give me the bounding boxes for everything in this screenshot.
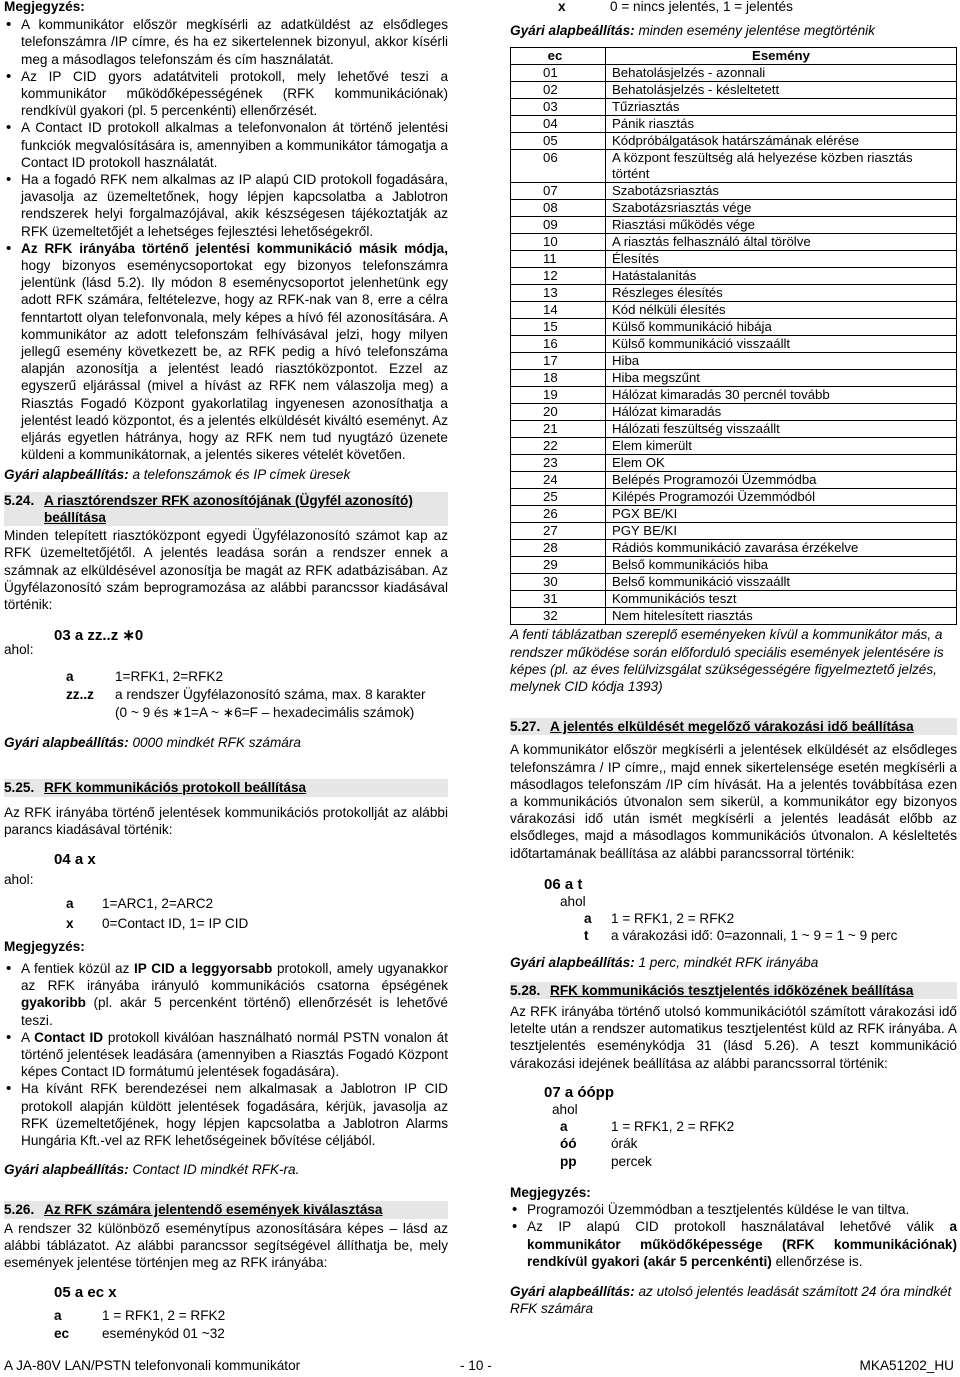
default-text: az utolsó jelentés leadását számított 24 óra mindkét RFK számára bbox=[510, 1283, 952, 1317]
note-item bbox=[4, 171, 448, 240]
event-name: Külső kommunikáció visszaállt bbox=[606, 336, 957, 353]
table-row bbox=[511, 404, 957, 421]
event-name: Tűzriasztás bbox=[606, 99, 957, 116]
event-code: 21 bbox=[511, 421, 606, 438]
table-row bbox=[511, 183, 957, 200]
column-header-ec: ec bbox=[511, 48, 606, 65]
note-text: A fentiek közül az bbox=[21, 960, 135, 976]
event-code: 29 bbox=[511, 557, 606, 574]
section-title: A jelentés elküldését megelőző várakozási idő beállítása bbox=[550, 719, 914, 735]
event-name: Szabotázsriasztás vége bbox=[606, 200, 957, 217]
ahol-label: ahol: bbox=[4, 642, 34, 658]
default-text: a telefonszámok és IP címek üresek bbox=[128, 467, 351, 483]
param-key: x bbox=[558, 0, 566, 14]
section-title: Az RFK számára jelentendő események kiválasztása bbox=[44, 1202, 383, 1218]
event-name: Riasztási működés vége bbox=[606, 217, 957, 234]
event-code: 05 bbox=[511, 133, 606, 150]
default-setting bbox=[4, 1161, 448, 1178]
section-body: Az RFK irányába történő utolsó kommunikációtól számított várakozási idő letelte után a rendszer automatikus tesztjelentést küld az RFK irányába. A tesztjelentés eseménykódja 31 (lásd 5.26). A teszt kommunikáció várakozási idejének beállítása az alábbi parancssorral történik: bbox=[510, 1004, 957, 1071]
event-code: 17 bbox=[511, 353, 606, 370]
parameter-row bbox=[4, 915, 448, 932]
param-key: a bbox=[560, 1119, 568, 1135]
left-column bbox=[4, 0, 448, 1342]
parameter-row bbox=[4, 668, 448, 685]
table-row bbox=[511, 99, 957, 116]
event-code: 19 bbox=[511, 387, 606, 404]
event-code: 12 bbox=[511, 268, 606, 285]
table-row bbox=[511, 370, 957, 387]
table-row bbox=[511, 523, 957, 540]
event-name: A riasztás felhasználó által törölve bbox=[606, 234, 957, 251]
section-number: 5.26. bbox=[4, 1202, 35, 1218]
event-name: Kilépés Programozói Üzemmódból bbox=[606, 489, 957, 506]
default-label: Gyári alapbeállítás: bbox=[510, 1283, 635, 1299]
parameter-row bbox=[4, 1307, 448, 1324]
event-name: Hálózat kimaradás 30 percnél tovább bbox=[606, 387, 957, 404]
param-key: a bbox=[66, 668, 74, 684]
note-item bbox=[510, 1201, 957, 1218]
table-row bbox=[511, 421, 957, 438]
note-heading: Megjegyzés: bbox=[510, 1184, 591, 1200]
note-item bbox=[4, 240, 448, 464]
param-key: óó bbox=[560, 1136, 577, 1152]
param-key: a bbox=[66, 896, 74, 912]
table-row bbox=[511, 336, 957, 353]
section-body: A kommunikátor először megkísérli a jelentések elküldését az elsődleges telefonszámra / IP címre,, majd ennek sikertelensége esetén megkísérli a másodlagos telefonszám /IP cím hívását. Ha a jelentés továbbítása ezen a kommunikációs útvonalon sem sikerül, a kommunikátor egy bizonyos várakozási idő után ismét megkísérli a jelentés leadását előbb az elsődleges, majd a másodlagos kommunikációs útvonalon. A késleltetés időtartamának beállítása az alábbi parancssorral történik: bbox=[510, 742, 957, 861]
parameter-row bbox=[510, 1118, 957, 1135]
table-row bbox=[511, 268, 957, 285]
default-label: Gyári alapbeállítás: bbox=[510, 23, 635, 39]
section-number: 5.27. bbox=[510, 719, 541, 735]
note-text: Contact ID bbox=[34, 1029, 104, 1045]
section-number: 5.25. bbox=[4, 780, 35, 796]
table-row bbox=[511, 285, 957, 302]
event-name: Belépés Programozói Üzemmódba bbox=[606, 472, 957, 489]
notes-list bbox=[4, 16, 448, 463]
note-item bbox=[4, 119, 448, 171]
parameter-row bbox=[510, 1153, 957, 1170]
param-value: percek bbox=[611, 1153, 652, 1169]
default-label: Gyári alapbeállítás: bbox=[4, 467, 129, 483]
table-row bbox=[511, 540, 957, 557]
param-value: a várakozási idő: 0=azonnali, 1 ~ 9 = 1 ~ 9 perc bbox=[611, 928, 898, 944]
event-name: Hatástalanítás bbox=[606, 268, 957, 285]
parameter-row bbox=[4, 895, 448, 912]
param-key: a bbox=[584, 911, 592, 927]
note-item bbox=[4, 16, 448, 68]
note-text: A bbox=[21, 1029, 35, 1045]
event-name: Szabotázsriasztás bbox=[606, 183, 957, 200]
table-row bbox=[511, 387, 957, 404]
ahol-label: ahol bbox=[552, 1102, 578, 1118]
event-code: 03 bbox=[511, 99, 606, 116]
note-item bbox=[4, 1029, 448, 1081]
note-text: Az IP alapú CID protokoll használatával lehetővé válik bbox=[527, 1219, 950, 1235]
note-item bbox=[510, 1218, 957, 1270]
event-name: Részleges élesítés bbox=[606, 285, 957, 302]
table-row bbox=[511, 319, 957, 336]
event-code: 11 bbox=[511, 251, 606, 268]
event-name: Hálózati feszültség visszaállt bbox=[606, 421, 957, 438]
event-code: 15 bbox=[511, 319, 606, 336]
default-setting bbox=[510, 954, 957, 971]
parameter-row bbox=[510, 0, 957, 15]
event-name: Belső kommunikációs hiba bbox=[606, 557, 957, 574]
event-name: PGY BE/KI bbox=[606, 523, 957, 540]
event-code: 06 bbox=[511, 150, 606, 183]
default-setting bbox=[4, 734, 448, 751]
table-note: A fenti táblázatban szereplő eseményeken kívül a kommunikátor más, a rendszer működése során előforduló speciális események jelentésére is képes (pl. az éves felülvizsgálat szükségességére figyelmeztető jelzés, melynek CID kódja 1393) bbox=[510, 627, 944, 695]
table-row bbox=[511, 353, 957, 370]
table-row bbox=[511, 472, 957, 489]
table-row bbox=[511, 82, 957, 99]
table-row bbox=[511, 438, 957, 455]
parameter-list bbox=[510, 1118, 957, 1170]
param-value: 1=RFK1, 2=RFK2 bbox=[115, 668, 224, 684]
event-code: 10 bbox=[511, 234, 606, 251]
table-row bbox=[511, 116, 957, 133]
param-value: 0=Contact ID, 1= IP CID bbox=[102, 915, 249, 931]
ahol-row bbox=[510, 1101, 957, 1118]
command-code: 07 a óópp bbox=[544, 1083, 615, 1101]
parameter-list bbox=[4, 895, 448, 931]
event-code: 07 bbox=[511, 183, 606, 200]
section-heading-5-27 bbox=[510, 718, 957, 735]
param-value: 1 = RFK1, 2 = RFK2 bbox=[102, 1308, 226, 1324]
event-name: Behatolásjelzés - azonnali bbox=[606, 65, 957, 82]
section-heading-5-25 bbox=[4, 779, 448, 796]
event-name: Hiba bbox=[606, 353, 957, 370]
table-row bbox=[511, 506, 957, 523]
parameter-row bbox=[510, 1135, 957, 1152]
param-key: pp bbox=[560, 1153, 577, 1169]
command-code: 03 a zz..z ∗0 bbox=[54, 627, 144, 645]
event-code: 13 bbox=[511, 285, 606, 302]
event-name: Hiba megszűnt bbox=[606, 370, 957, 387]
command-row bbox=[4, 851, 448, 868]
ahol-label: ahol: bbox=[4, 872, 34, 888]
event-code: 04 bbox=[511, 116, 606, 133]
table-row bbox=[511, 65, 957, 82]
table-row bbox=[511, 557, 957, 574]
event-name: Élesítés bbox=[606, 251, 957, 268]
parameter-list bbox=[4, 1307, 448, 1341]
event-code: 30 bbox=[511, 574, 606, 591]
note-text: Ha a fogadó RFK nem alkalmas az IP alapú CID protokoll fogadására, javasolja az üzemeltetőnek, hogy lépjen kapcsolatba a Jablotron rendszerek helyi forgalmazójával, akik készségesen tájékoztatják az RFK üzemeltetőjét a lehetséges fejlesztési lehetőségekről. bbox=[21, 172, 448, 239]
event-code: 08 bbox=[511, 200, 606, 217]
event-name: Kód nélküli élesítés bbox=[606, 302, 957, 319]
section-number: 5.28. bbox=[510, 982, 541, 998]
event-code: 27 bbox=[511, 523, 606, 540]
event-code: 32 bbox=[511, 608, 606, 625]
event-code: 31 bbox=[511, 591, 606, 608]
event-code: 28 bbox=[511, 540, 606, 557]
param-key: x bbox=[66, 915, 74, 931]
table-row bbox=[511, 608, 957, 625]
param-key: a bbox=[54, 1308, 62, 1324]
table-row bbox=[511, 302, 957, 319]
default-text: Contact ID mindkét RFK-ra. bbox=[128, 1162, 300, 1178]
note-text: Ha kívánt RFK berendezései nem alkalmasak a Jablotron IP CID protokoll alapján küldött jelentések fogadására, kérjük, javasolja az RFK üzemeltetőjének, hogy lépjen kapcsolatba a Jablotron Alarms Hungária Kft.-vel az RFK lehetőségeinek bővítése céljából. bbox=[21, 1081, 448, 1148]
default-label: Gyári alapbeállítás: bbox=[510, 954, 635, 970]
default-text: 1 perc, mindkét RFK irányába bbox=[634, 954, 819, 970]
note-text: A kommunikátor először megkísérli az adatküldést az elsődleges telefonszámra /IP címre, és ha ez sikertelennek bizonyul, akkor kísérli meg a másodlagos telefonszám és cím használatát. bbox=[21, 17, 448, 67]
note-text: Az IP CID gyors adatátviteli protokoll, mely lehetővé teszi a kommunikátor működőképességének (RFK kommunikációnak) rendkívül gyakori (pl. 5 percenkénti) ellenőrzését. bbox=[21, 68, 448, 119]
event-code: 25 bbox=[511, 489, 606, 506]
section-title: RFK kommunikációs protokoll beállítása bbox=[44, 780, 307, 796]
note-text: protokoll kiválóan használható normál PSTN vonalon át történő jelentések leadására (amennyiben a Riasztás Fogadó Központ képes Contact ID formátumú jelentések fogadására). bbox=[21, 1029, 449, 1080]
notes-list bbox=[510, 1201, 957, 1270]
note-text: A Contact ID protokoll alkalmas a telefonvonalon át történő jelentési funkciók megvalósítására is, amennyiben a kommunikátor támogatja a Contact ID protokoll használatát. bbox=[21, 120, 448, 170]
section-body: Minden telepített riasztóközpont egyedi Ügyfélazonosító számot kap az RFK üzemeltetőjétől. A jelentés leadása során a rendszer ennek a számnak az elküldésével azonosítja be magát az RFK adatbázisában. Az Ügyfélazonosító szám beprogramozása az alábbi parancssor kiadásával történik: bbox=[4, 528, 448, 612]
event-code: 22 bbox=[511, 438, 606, 455]
event-name: Elem OK bbox=[606, 455, 957, 472]
note-heading: Megjegyzés: bbox=[4, 938, 85, 954]
table-row bbox=[511, 234, 957, 251]
event-code: 20 bbox=[511, 404, 606, 421]
parameter-row bbox=[510, 927, 957, 944]
table-row bbox=[511, 133, 957, 150]
event-name: A központ feszültség alá helyezése közben riasztás történt bbox=[606, 150, 957, 183]
event-name: Hálózat kimaradás bbox=[606, 404, 957, 421]
default-setting bbox=[510, 22, 957, 39]
section-title: RFK kommunikációs tesztjelentés időközének beállítása bbox=[550, 982, 914, 998]
command-code: 05 a ec x bbox=[54, 1284, 117, 1302]
event-code: 23 bbox=[511, 455, 606, 472]
event-code: 18 bbox=[511, 370, 606, 387]
ahol-label: ahol bbox=[560, 894, 586, 910]
note-item bbox=[4, 1080, 448, 1149]
section-number: 5.24. bbox=[4, 492, 35, 508]
note-item bbox=[4, 68, 448, 120]
event-table bbox=[510, 47, 957, 625]
document-code: MKA51202_HU bbox=[859, 1358, 954, 1373]
footer-title: A JA-80V LAN/PSTN telefonvonali kommunikátor bbox=[4, 1358, 301, 1373]
note-text: gyakoribb bbox=[21, 995, 86, 1011]
note-text: protokoll, amely ugyanakkor az RFK irányába irányuló kommunikációs csatorna épségének bbox=[21, 960, 448, 994]
param-value: (0 ~ 9 és ∗1=A ~ ∗6=F – hexadecimális számok) bbox=[115, 704, 415, 720]
event-name: Rádiós kommunikáció zavarása érzékelve bbox=[606, 540, 957, 557]
event-code: 16 bbox=[511, 336, 606, 353]
event-name: Kommunikációs teszt bbox=[606, 591, 957, 608]
command-code: 04 a x bbox=[54, 850, 96, 868]
event-code: 26 bbox=[511, 506, 606, 523]
default-setting bbox=[4, 466, 448, 483]
table-row bbox=[511, 455, 957, 472]
section-heading-5-24 bbox=[4, 492, 448, 526]
section-title: A riasztórendszer RFK azonosítójának (Ügyfél azonosító) beállítása bbox=[44, 492, 413, 525]
param-key: zz..z bbox=[66, 686, 94, 702]
default-label: Gyári alapbeállítás: bbox=[4, 1162, 129, 1178]
notes-list bbox=[4, 960, 448, 1149]
table-row bbox=[511, 489, 957, 506]
table-row bbox=[511, 200, 957, 217]
note-text: Programozói Üzemmódban a tesztjelentés küldése le van tiltva. bbox=[527, 1202, 910, 1218]
default-setting bbox=[510, 1283, 957, 1317]
event-name: Pánik riasztás bbox=[606, 116, 957, 133]
section-body: A rendszer 32 különböző eseménytípus azonosítására képes – lásd az alábbi táblázatot. Az alábbi parancssor segítségével állíthatja be, mely események jelentése történjen meg az RFK irányába: bbox=[4, 1220, 448, 1270]
parameter-list bbox=[4, 668, 448, 722]
parameter-list bbox=[510, 910, 957, 944]
event-name: Belső kommunikáció visszaállt bbox=[606, 574, 957, 591]
note-text: IP CID a leggyorsabb bbox=[134, 960, 273, 976]
section-heading-5-26 bbox=[4, 1201, 448, 1218]
table-header-row bbox=[511, 48, 957, 65]
section-heading-5-28 bbox=[510, 982, 957, 999]
parameter-row bbox=[4, 704, 448, 721]
param-value: 0 = nincs jelentés, 1 = jelentés bbox=[610, 0, 793, 14]
column-header-event: Esemény bbox=[606, 48, 957, 65]
event-code: 14 bbox=[511, 302, 606, 319]
event-name: PGX BE/KI bbox=[606, 506, 957, 523]
event-name: Külső kommunikáció hibája bbox=[606, 319, 957, 336]
table-row bbox=[511, 150, 957, 183]
command-row bbox=[4, 1284, 448, 1301]
right-column bbox=[510, 0, 957, 1317]
event-code: 02 bbox=[511, 82, 606, 99]
param-key: ec bbox=[54, 1325, 70, 1341]
event-name: Elem kimerült bbox=[606, 438, 957, 455]
ahol-row bbox=[510, 893, 957, 910]
event-name: Nem hitelesített riasztás bbox=[606, 608, 957, 625]
param-value: eseménykód 01 ~32 bbox=[102, 1325, 225, 1341]
note-text: hogy bizonyos eseménycsoportokat egy bizonyos telefonszámra jelentünk (lásd 5.2). Ily módon 8 eseménycsoportot jelenhetünk egy adott RFK számára, feltételezve, hogy az RFK-nak van 8, erre a célra fenntartott olyan telefonvonala, mely képes a hívó fél azonosítására. A kommunikátor az adott telefonszám felhívásával jelzi, hogy milyen jellegű esemény következett be, az RFK pedig a hívó telefonszáma alapján azonosítja a jelentést leadó riasztóközpontot. Ezzel az egyszerű eljárással (mivel a hívást az RFK nem válaszolja meg) a Riasztás Fogadó Központ gyakorlatilag ingyenesen azonosíthatja a jelentést leadó központot, és a jelentés elküldését kiváltó eseményt. Az eljárás egyetlen hátránya, hogy az RFK nem tud nyugtázó üzenete küldeni a kommunikátornak, a jelentés sikeres vételét követően. bbox=[21, 258, 448, 463]
table-row bbox=[511, 251, 957, 268]
table-row bbox=[511, 574, 957, 591]
command-row bbox=[510, 1084, 957, 1101]
param-value: 1=ARC1, 2=ARC2 bbox=[102, 896, 214, 912]
event-code: 24 bbox=[511, 472, 606, 489]
param-key bbox=[4, 704, 115, 721]
default-text: minden esemény jelentése megtörténik bbox=[634, 23, 875, 39]
page-number: - 10 - bbox=[460, 1358, 492, 1373]
parameter-row bbox=[4, 1325, 448, 1342]
note-text: ellenőrzése is. bbox=[771, 1253, 863, 1269]
param-key: t bbox=[584, 928, 589, 944]
parameter-row bbox=[4, 686, 448, 703]
table-row bbox=[511, 217, 957, 234]
param-value: 1 = RFK1, 2 = RFK2 bbox=[611, 911, 735, 927]
param-value: a rendszer Ügyfélazonosító száma, max. 8 karakter bbox=[115, 686, 426, 702]
param-value: 1 = RFK1, 2 = RFK2 bbox=[611, 1119, 735, 1135]
event-code: 09 bbox=[511, 217, 606, 234]
note-text: a kommunikátor működőképessége (RFK kommunikációnak) rendkívül gyakori (akár 5 percenkénti) bbox=[527, 1219, 957, 1269]
note-text: Az RFK irányába történő jelentési kommunikáció másik módja, bbox=[21, 240, 448, 256]
command-code: 06 a t bbox=[544, 875, 583, 893]
event-name: Kódpróbálgatások határszámának elérése bbox=[606, 133, 957, 150]
event-name: Behatolásjelzés - késleltetett bbox=[606, 82, 957, 99]
default-label: Gyári alapbeállítás: bbox=[4, 735, 129, 751]
event-code: 01 bbox=[511, 65, 606, 82]
param-value: órák bbox=[611, 1136, 638, 1152]
command-row bbox=[510, 876, 957, 893]
section-body: Az RFK irányába történő jelentések kommunikációs protokollját az alábbi parancs kiadásával történik: bbox=[4, 804, 448, 837]
default-text: 0000 mindkét RFK számára bbox=[128, 735, 301, 751]
note-item bbox=[4, 960, 448, 1029]
note-heading: Megjegyzés: bbox=[4, 0, 85, 14]
table-row bbox=[511, 591, 957, 608]
note-text: (pl. akár 5 percenként történő) ellenőrzését is lehetővé teszi. bbox=[21, 995, 448, 1028]
parameter-row bbox=[510, 910, 957, 927]
